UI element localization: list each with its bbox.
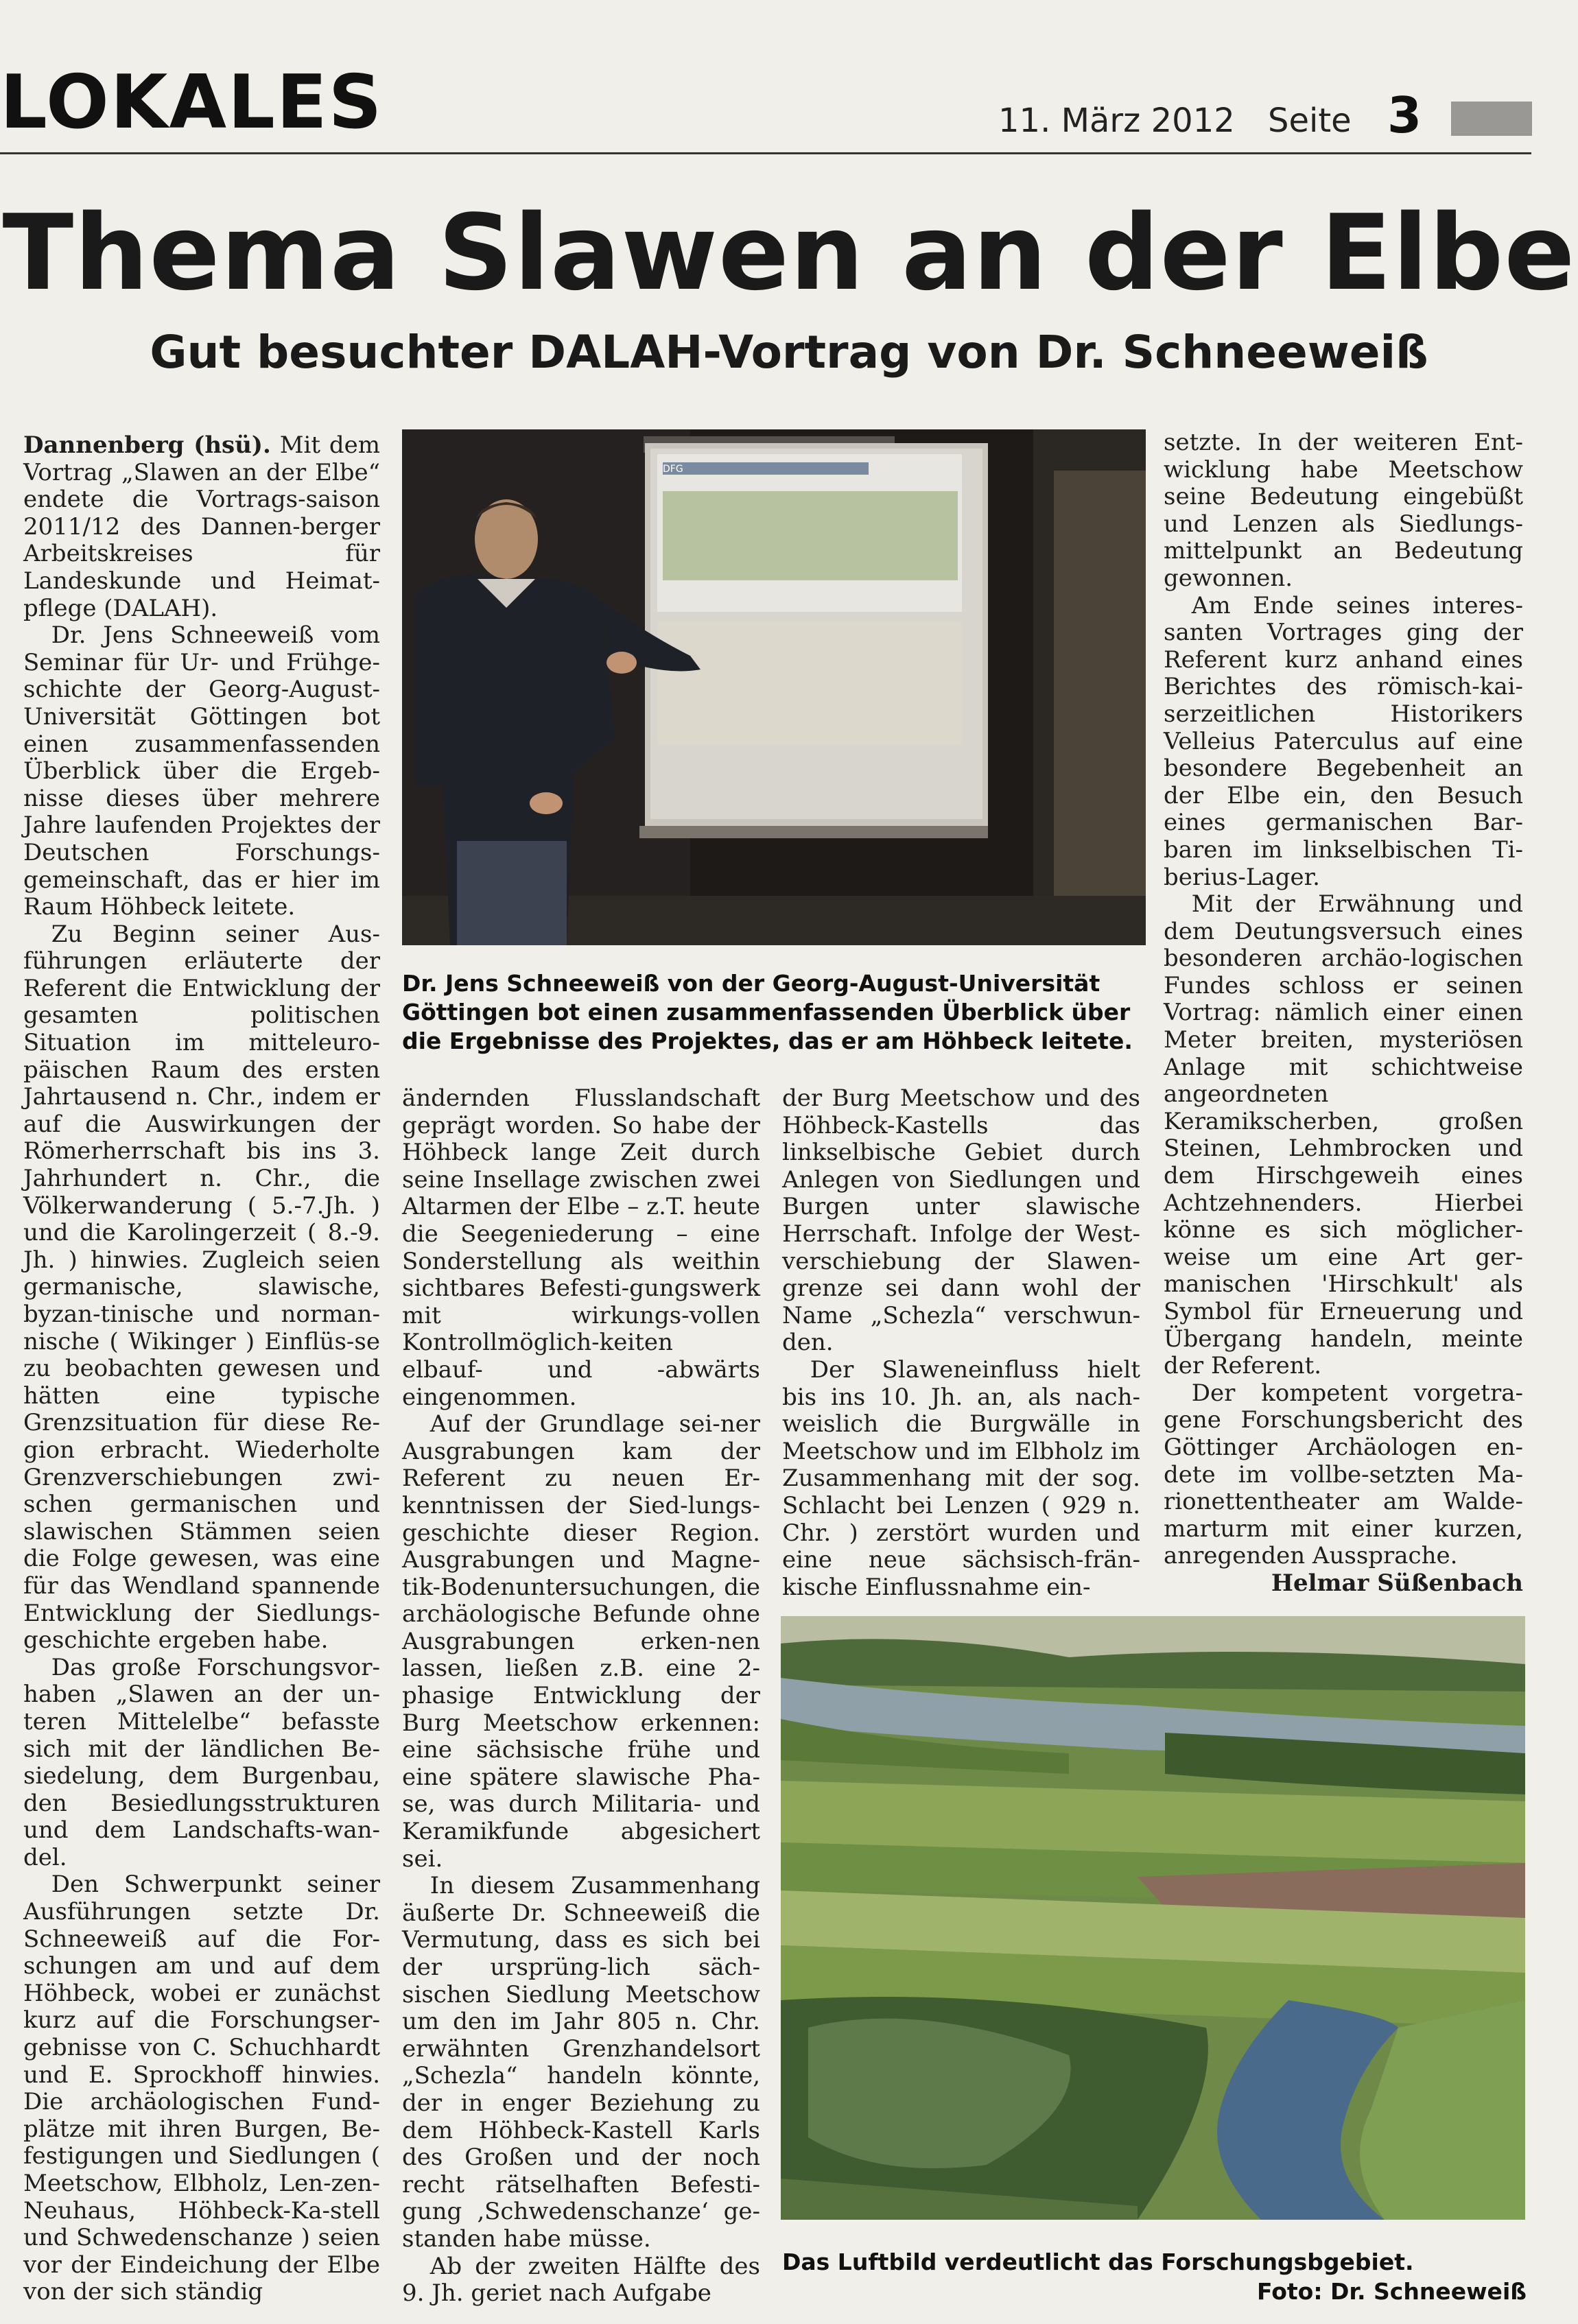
- section-title: LOKALES: [0, 60, 384, 145]
- page-number: 3: [1387, 86, 1422, 144]
- issue-date: 11. März 2012: [998, 102, 1235, 140]
- paragraph: Der Slaweneinfluss hielt bis ins 10. Jh. an, als nach-weislich die Burgwälle in Meetschow und im Elbholz im Zusammenhang mit der sog. Schlacht bei Lenzen ( 929 n. Chr. ) zerstört wurden und eine neue sächsisch-frän-kische Einflussnahme ein-: [782, 1355, 1140, 1601]
- speaker-photo-caption: Dr. Jens Schneeweiß von der Georg-August-Universität Göttingen bot einen zusammenfassenden Überblick über die Ergebnisse des Projektes, das er am Höhbeck leitete.: [402, 970, 1133, 1054]
- article-column-3: [782, 1085, 1140, 1601]
- paragraph: Der kompetent vorgetra-gene Forschungsbericht des Göttinger Archäologen en-dete im vollbe-setzten Ma-rionettentheater am Walde-marturm mit einer kurzen, anregenden Aussprache.: [1164, 1379, 1523, 1570]
- aerial-photo-caption: Das Luftbild verdeutlicht das Forschungsbgebiet.: [782, 2249, 1414, 2275]
- speaker-photo-image: [402, 429, 1146, 945]
- paragraph: Das große Forschungsvor-haben „Slawen an der un-teren Mittelelbe“ befasste sich mit der ländlichen Be-siedelung, dem Burgenbau, den Besiedlungsstrukturen und dem Landschafts-wan-del.: [23, 1653, 380, 1871]
- header-marker: [1451, 102, 1532, 136]
- paragraph: Auf der Grundlage sei-ner Ausgrabungen kam der Referent zu neuen Er-kenntnissen der Sied-lungs-geschichte dieser Region. Ausgrabungen und Magne-tik-Bodenuntersuchungen, die archäologische Befunde ohne Ausgrabungen erken-nen lassen, ließen z.B. eine 2-phasige Entwicklung der Burg Meetschow erkennen: eine sächsische frühe und eine spätere slawische Pha-se, was durch Militaria- und Keramikfunde abgesichert sei.: [402, 1410, 760, 1873]
- paragraph: ändernden Flusslandschaft geprägt worden. So habe der Höhbeck lange Zeit durch seine Insellage zwischen zwei Altarmen der Elbe – z.T. heute die Seegeniederung – eine Sonderstellung als weithin sichtbares Befesti-gungswerk mit wirkungs-vollen Kontrollmöglich-keiten elbauf- und -abwärts eingenommen.: [402, 1084, 760, 1411]
- paragraph: Ab der zweiten Hälfte des 9. Jh. geriet nach Aufgabe: [402, 2252, 760, 2308]
- screen-logo: DFG: [663, 464, 683, 475]
- photo-credit: Foto: Dr. Schneeweiß: [1257, 2278, 1527, 2305]
- dateline: Dannenberg (hsü).: [23, 431, 271, 459]
- paragraph: Zu Beginn seiner Aus-führungen erläuterte der Referent die Entwicklung der gesamten politischen Situation im mitteleuro-päischen Raum des ersten Jahrtausend n. Chr., indem er auf die Auswirkungen der Römerherrschaft bis ins 3. Jahrhundert n. Chr., die Völkerwanderung ( 5.-7.Jh. ) und die Karolingerzeit ( 8.-9. Jh. ) hinwies. Zugleich seien germanische, slawische, byzan-tinische und norman-nische ( Wikinger ) Einflüs-se zu beobachten gewesen und hätten eine typische Grenzsituation für diese Re-gion erbracht. Wiederholte Grenzverschiebungen zwi-schen germanischen und slawischen Stämmen seien die Folge gewesen, was eine für das Wendland spannende Entwicklung der Siedlungs-geschichte ergeben habe.: [23, 920, 380, 1655]
- subheadline: Gut besuchter DALAH-Vortrag von Dr. Schneeweiß: [150, 326, 1428, 379]
- header-rule: [0, 152, 1531, 154]
- paragraph: Dr. Jens Schneeweiß vom Seminar für Ur- und Frühge-schichte der Georg-August-Universität Göttingen bot einen zusammenfassenden Überblick über die Ergeb-nisse dieses über mehrere Jahre laufenden Projektes der Deutschen Forschungs-gemeinschaft, das er hier im Raum Höhbeck leitete.: [23, 621, 380, 921]
- aerial-photo-image: [781, 1616, 1525, 2220]
- paragraph: In diesem Zusammenhang äußerte Dr. Schneeweiß die Vermutung, dass es sich bei der ursprüng-lich säch-sischen Siedlung Meetschow um den im Jahr 805 n. Chr. erwähnten Grenzhandelsort „Schezla“ handeln könnte, der in enger Beziehung zu dem Höhbeck-Kastell Karls des Großen und der noch recht rätselhaften Befesti-gung ‚Schwedenschanze‘ ge-standen habe müsse.: [402, 1872, 760, 2253]
- paragraph: Den Schwerpunkt seiner Ausführungen setzte Dr. Schneeweiß auf die For-schungen am und auf dem Höhbeck, wobei er zunächst kurz auf die Forschungser-gebnisse von C. Schuchhardt und E. Sprockhoff hinwies. Die archäologischen Fund-plätze mit ihren Burgen, Be-festigungen und Siedlungen ( Meetschow, Elbholz, Len-zen-Neuhaus, Höhbeck-Ka-stell und Schwedenschanze ) seien vor der Eindeichung der Elbe von der sich ständig: [23, 1871, 380, 2306]
- paragraph: Mit dem Vortrag „Slawen an der Elbe“ endete die Vortrags-saison 2011/12 des Dannen-berger Arbeitskreises für Landeskunde und Heimat-pflege (DALAH).: [23, 431, 381, 622]
- aerial-photo: [781, 1616, 1525, 2220]
- paragraph: der Burg Meetschow und des Höhbeck-Kastells das linkselbische Gebiet durch Anlegen von Siedlungen und Burgen unter slawische Herrschaft. Infolge der West-verschiebung der Slawen-grenze sei dann wohl der Name „Schezla“ verschwun-den.: [782, 1084, 1140, 1357]
- paragraph: Am Ende seines interes-santen Vortrages ging der Referent kurz anhand eines Berichtes des römisch-kai-serzeitlichen Historikers Velleius Paterculus auf eine besondere Begebenheit an der Elbe ein, den Besuch eines germanischen Bar-baren im linkselbischen Ti-berius-Lager.: [1164, 591, 1523, 891]
- article-column-2: [402, 1085, 760, 2308]
- paragraph: Mit der Erwähnung und dem Deutungsversuch eines besonderen archäo-logischen Fundes schloss er seinen Vortrag: nämlich einer einen Meter breiten, mysteriösen Anlage mit schichtweise angeordneten Keramikscherben, großen Steinen, Lehmbrocken und dem Hirschgeweih eines Achtzehnenders. Hierbei könne es sich möglicher-weise um eine Art ger-manischen 'Hirschkult' als Symbol für Erneuerung und Übergang handeln, meinte der Referent.: [1164, 890, 1523, 1380]
- article-column-1: [23, 432, 380, 2306]
- paragraph: setzte. In der weiteren Ent-wicklung habe Meetschow seine Bedeutung eingebüßt und Lenzen als Siedlungs-mittelpunkt an Bedeutung gewonnen.: [1164, 429, 1523, 592]
- article-column-4: [1164, 429, 1523, 1598]
- headline: Thema Slawen an der Elbe: [2, 192, 1576, 313]
- author-byline: Helmar Süßenbach: [1271, 1569, 1523, 1597]
- page-label: Seite: [1268, 102, 1352, 140]
- speaker-photo: [402, 429, 1146, 945]
